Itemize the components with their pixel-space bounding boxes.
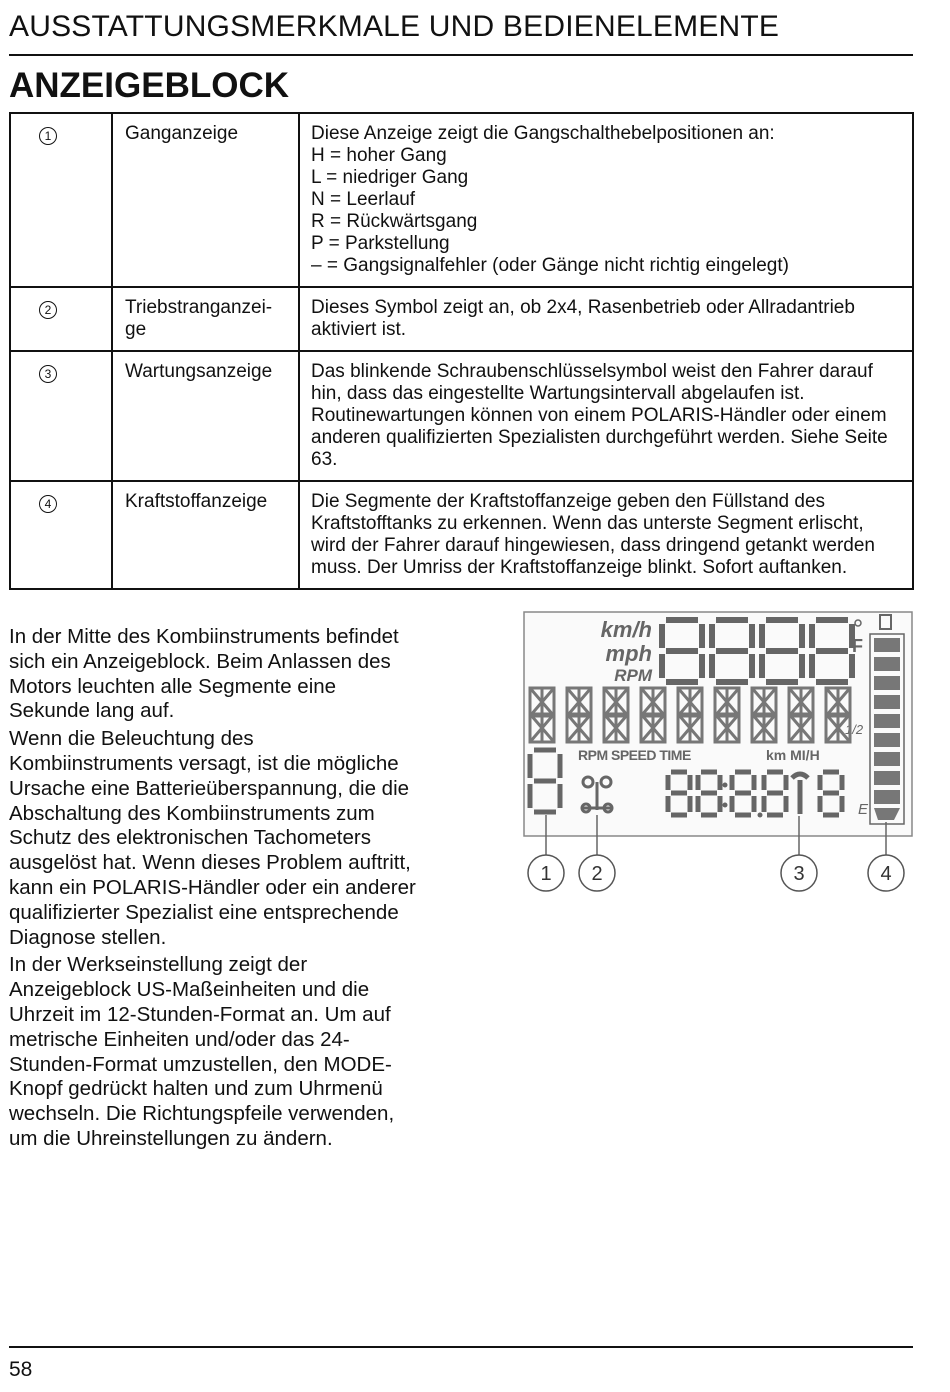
- feature-table: [9, 112, 914, 590]
- unit-rpm-label: RPM: [614, 666, 652, 685]
- description-line: P = Parkstellung: [311, 233, 450, 254]
- row-name: Ganganzeige: [112, 113, 299, 287]
- fuel-empty-label: E: [858, 801, 869, 818]
- paragraph: Wenn die Beleuchtung des Kombiinstruments versagt, ist die mögliche Ursache eine Batterieüberspannung, die die Abschaltung des Kombiinstruments zum Schutz des elektronischen Tachometers ausgelöst hat. Wenn dieses Problem auftritt, kann ein POLARIS-Händler oder ein anderer qualifizierter Spezialist eine entsprechende Diagnose stellen.: [9, 727, 416, 949]
- lcd-display-figure: [522, 610, 914, 900]
- description-line: N = Leerlauf: [311, 189, 416, 210]
- table-row: [10, 287, 913, 351]
- row-number: [10, 351, 112, 481]
- fuel-half-label: 1/2: [845, 722, 864, 737]
- text-segment-row-1: [530, 688, 850, 716]
- description-line: L = niedriger Gang: [311, 167, 469, 188]
- header-rule: [9, 54, 913, 56]
- body-text: [9, 625, 419, 1155]
- row-number: [10, 113, 112, 287]
- fuel-gauge-segments: [874, 638, 900, 804]
- description-line: Diese Anzeige zeigt die Gangschalthebelpositionen an:: [311, 123, 775, 144]
- page-number: 58: [9, 1358, 33, 1381]
- description-line: – = Gangsignalfehler (oder Gänge nicht richtig eingelegt): [311, 255, 789, 276]
- row-name: Kraftstoffanzeige: [112, 481, 299, 589]
- footer-rule: [9, 1346, 913, 1348]
- callout-circle-3: [781, 855, 817, 891]
- row-description: Die Segmente der Kraftstoffanzeige geben den Füllstand des Kraftstofftanks zu erkennen. Wenn das unterste Segment erlischt, wird der Fahrer darauf hingewiesen, dass dringend getankt werden muss. Der Umriss der Kraftstoffanzeige blinkt. Sofort auftanken.: [299, 481, 913, 589]
- fuel-full-label: F: [852, 636, 863, 656]
- row-description: Dieses Symbol zeigt an, ob 2x4, Rasenbetrieb oder Allradantrieb aktiviert ist.: [299, 287, 913, 351]
- svg-text:2: 2: [591, 863, 603, 885]
- decimal-dot: [758, 813, 763, 818]
- circled-number-4: 4: [39, 495, 57, 513]
- paragraph: In der Werkseinstellung zeigt der Anzeigeblock US-Maßeinheiten und die Uhrzeit im 12-Stunden-Format an. Um auf metrische Einheiten und/oder das 24-Stunden-Format umzustellen, den MODE-Knopf gedrückt halten und zum Uhrmenü wechseln. Die Richtungspfeile verwenden, um die Uhreinstellungen zu ändern.: [9, 953, 395, 1150]
- table-row: [10, 481, 913, 589]
- colon-dot: [723, 783, 728, 788]
- description-line: H = hoher Gang: [311, 145, 447, 166]
- section-title: ANZEIGEBLOCK: [9, 66, 289, 105]
- description-line: R = Rückwärtsgang: [311, 211, 478, 232]
- table-row: [10, 351, 913, 481]
- svg-text:1: 1: [540, 863, 552, 885]
- row-number: [10, 287, 112, 351]
- text-segment-row-2: [530, 714, 850, 742]
- row-number: [10, 481, 112, 589]
- callout-circle-1: [528, 855, 564, 891]
- circled-number-1: 1: [39, 127, 57, 145]
- callout-circle-2: [579, 855, 615, 891]
- svg-text:4: 4: [880, 863, 892, 885]
- row-name: [112, 287, 299, 351]
- callout-circle-4: [868, 855, 904, 891]
- mode-labels: RPM SPEED TIME: [578, 747, 691, 763]
- svg-text:3: 3: [793, 863, 805, 885]
- circled-number-3: 3: [39, 365, 57, 383]
- unit-mph-label: mph: [605, 641, 652, 666]
- circled-number-2: 2: [39, 301, 57, 319]
- unit-kmh-label: km/h: [600, 617, 652, 642]
- row-description: Das blinkende Schraubenschlüsselsymbol weist den Fahrer darauf hin, dass das eingestellte Wartungsintervall abgelaufen ist. Routinewartungen können von einem POLARIS-Händler oder einem anderen qualifizierten Spezialisten durchgeführt werden. Siehe Seite 63.: [299, 351, 913, 481]
- row-name-line: ge: [125, 319, 147, 340]
- chapter-title: AUSSTATTUNGSMERKMALE UND BEDIENELEMENTE: [9, 10, 780, 43]
- paragraph: In der Mitte des Kombiinstruments befindet sich ein Anzeigeblock. Beim Anlassen des Motors leuchten alle Segmente eine Sekunde lang auf.: [9, 625, 399, 723]
- colon-dot: [723, 803, 728, 808]
- row-description: [299, 113, 913, 287]
- distance-unit-labels: km MI/H: [766, 747, 820, 763]
- row-name-line: Triebstranganzei-: [125, 297, 273, 318]
- row-name: Wartungsanzeige: [112, 351, 299, 481]
- table-row: [10, 113, 913, 287]
